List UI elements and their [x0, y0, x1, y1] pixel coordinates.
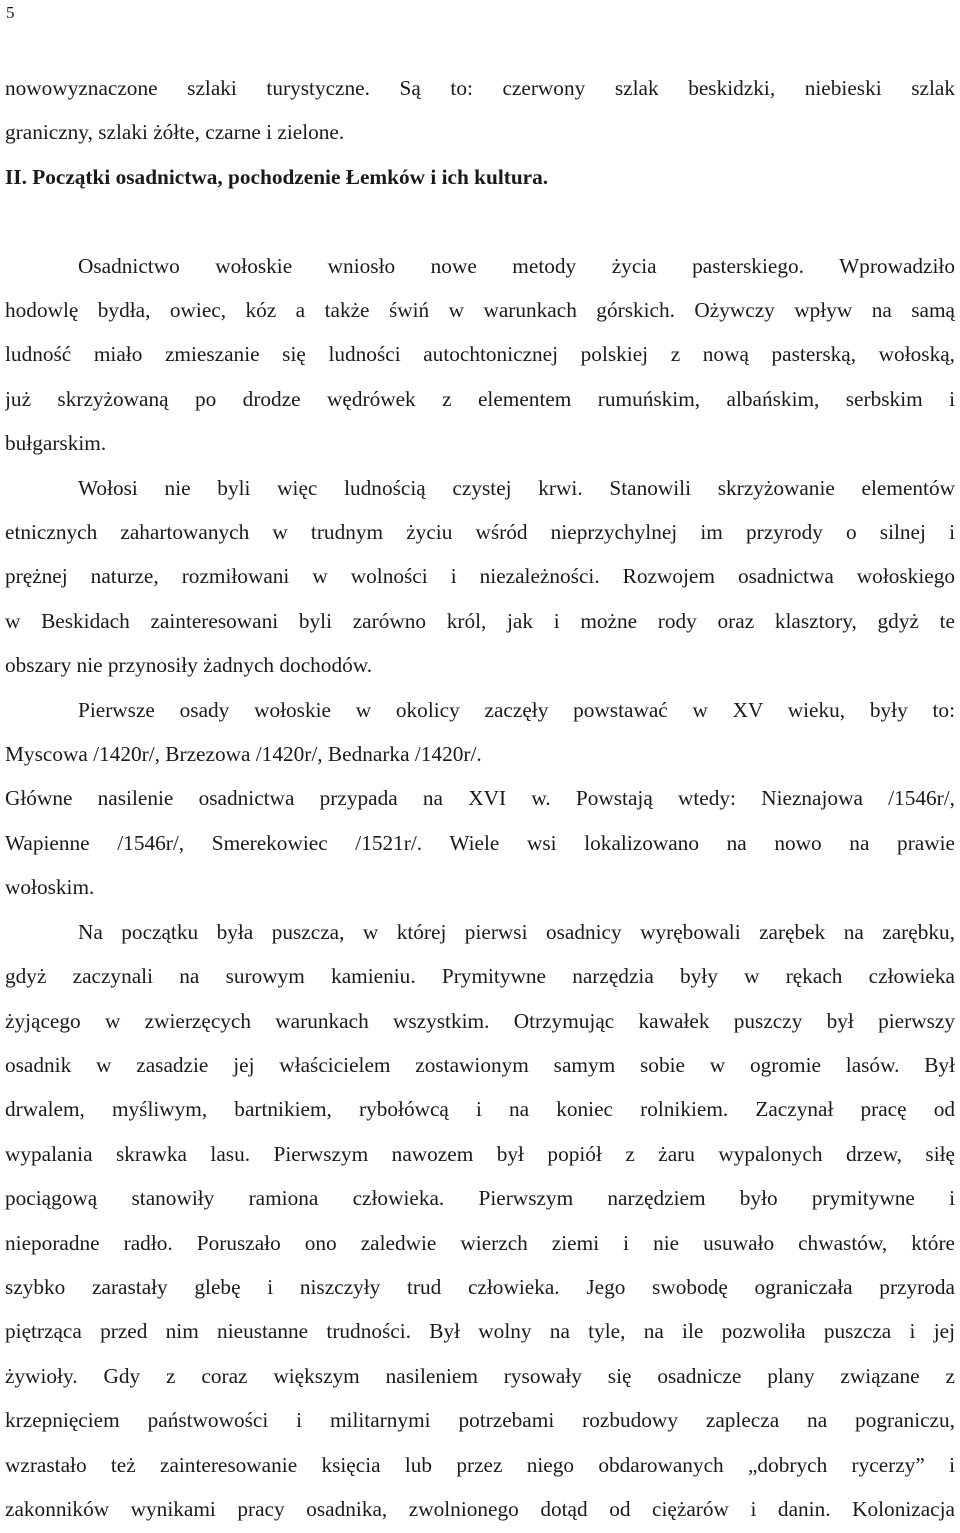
text-line: osadnik w zasadzie jej właścicielem zostawionym samym sobie w ogromie lasów. Był [5, 1052, 955, 1077]
text-line: gdyż zaczynali na surowym kamieniu. Prymitywne narzędzia były w rękach człowieka [5, 964, 955, 989]
text-line: ludność miało zmieszanie się ludności autochtonicznej polskiej z nową pasterską, wołoską, [5, 342, 955, 367]
text-line: obszary nie przynosiły żadnych dochodów. [5, 653, 373, 678]
text-line: już skrzyżowaną po drodze wędrówek z elementem rumuńskim, albańskim, serbskim i [5, 386, 955, 411]
text-line: wypalania skrawka lasu. Pierwszym nawozem był popiół z żaru wypalonych drzew, siłę [5, 1141, 955, 1166]
text-line: w Beskidach zainteresowani byli zarówno król, jak i możne rody oraz klasztory, gdyż te [5, 608, 955, 633]
text-line: wzrastało też zainteresowanie księcia lub przez niego obdarowanych „dobrych rycerzy” i [5, 1452, 955, 1477]
text-line: Pierwsze osady wołoskie w okolicy zaczęły powstawać w XV wieku, były to: [78, 697, 955, 722]
text-line: szybko zarastały glebę i niszczyły trud człowieka. Jego swobodę ograniczała przyroda [5, 1274, 955, 1299]
text-line: graniczny, szlaki żółte, czarne i zielone. [5, 120, 345, 145]
text-line: Myscowa /1420r/, Brzezowa /1420r/, Bednarka /1420r/. [5, 742, 482, 767]
blank-line [5, 199, 955, 243]
text-line: Na początku była puszcza, w której pierwsi osadnicy wyrębowali zarębek na zarębku, [78, 919, 955, 944]
text-line: żyjącego w zwierzęcych warunkach wszystkim. Otrzymując kawałek puszczy był pierwszy [5, 1008, 955, 1033]
text-line: piętrząca przed nim nieustanne trudności. Był wolny na tyle, na ile pozwoliła puszcza i jej [5, 1319, 955, 1344]
section-heading: II. Początki osadnictwa, pochodzenie Łemków i ich kultura. [5, 164, 549, 189]
text-line: żywioły. Gdy z coraz większym nasileniem rysowały się osadnicze plany związane z [5, 1363, 955, 1388]
text-line: nieporadne radło. Poruszało ono zaledwie wierzch ziemi i nie usuwało chwastów, które [5, 1230, 955, 1255]
document-body [5, 66, 955, 1531]
text-line: Osadnictwo wołoskie wniosło nowe metody życia pasterskiego. Wprowadziło [78, 253, 955, 278]
text-line: hodowlę bydła, owiec, kóz a także świń w warunkach górskich. Ożywczy wpływ na samą [5, 298, 955, 323]
text-line: krzepnięciem państwowości i militarnymi potrzebami rozbudowy zaplecza na pograniczu, [5, 1408, 955, 1433]
text-line: bułgarskim. [5, 431, 107, 456]
text-line: wołoskim. [5, 875, 95, 900]
page-number: 5 [6, 3, 15, 22]
text-line: pociągową stanowiły ramiona człowieka. Pierwszym narzędziem było prymitywne i [5, 1186, 955, 1211]
text-line: nowowyznaczone szlaki turystyczne. Są to: czerwony szlak beskidzki, niebieski szlak [5, 76, 955, 100]
text-line: etnicznych zahartowanych w trudnym życiu wśród nieprzychylnej im przyrody o silnej i [5, 520, 955, 545]
text-line: Wapienne /1546r/, Smerekowiec /1521r/. Wiele wsi lokalizowano na nowo na prawie [5, 830, 955, 855]
text-line: Wołosi nie byli więc ludnością czystej krwi. Stanowili skrzyżowanie elementów [78, 475, 955, 500]
text-line: zakonników wynikami pracy osadnika, zwolnionego dotąd od ciężarów i danin. Kolonizacja [5, 1496, 955, 1521]
text-line: prężnej naturze, rozmiłowani w wolności i niezależności. Rozwojem osadnictwa wołoskiego [5, 564, 955, 589]
text-line: drwalem, myśliwym, bartnikiem, rybołówcą i na koniec rolnikiem. Zaczynał pracę od [5, 1097, 955, 1122]
text-line: Główne nasilenie osadnictwa przypada na XVI w. Powstają wtedy: Nieznajowa /1546r/, [5, 786, 955, 811]
